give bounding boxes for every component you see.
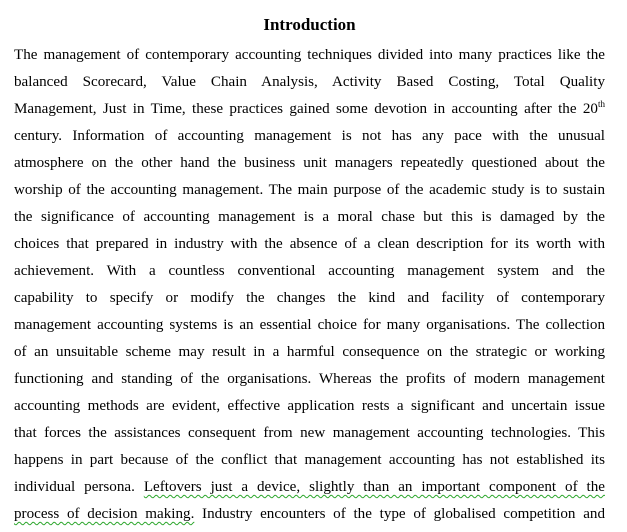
grammar-flagged-text-2[interactable]: process of decision making.: [14, 506, 195, 522]
superscript-th: th: [597, 98, 605, 109]
text-line-17: [14, 474, 605, 501]
section-heading: Introduction: [263, 15, 356, 34]
text-line-11: management accounting systems is an essential choice for many organisations. The collection: [14, 317, 605, 333]
text-line-2: balanced Scorecard, Value Chain Analysis, Activity Based Costing, Total Quality: [14, 74, 605, 90]
body-paragraph: [14, 42, 605, 528]
text-line-15: that forces the assistances consequent from new management accounting technologies. This: [14, 425, 605, 441]
text-line-18-plain: Industry encounters of the type of globalised competition and: [194, 506, 605, 522]
text-line-18: [14, 501, 605, 528]
grammar-flagged-text-1[interactable]: Leftovers just a device, slightly than an important component of the: [143, 479, 606, 495]
text-line-9: achievement. With a countless conventional accounting management system and the: [14, 263, 605, 279]
text-line-1: The management of contemporary accounting techniques divided into many practices like the: [14, 47, 605, 63]
text-line-8: choices that prepared in industry with the absence of a clean description for its worth with: [14, 236, 605, 252]
text-line-10: capability to specify or modify the changes the kind and facility of contemporary: [14, 290, 605, 306]
text-line-3: [14, 96, 605, 123]
text-line-13: functioning and standing of the organisations. Whereas the profits of modern management: [14, 371, 605, 387]
text-line-5: atmosphere on the other hand the business unit managers repeatedly questioned about the: [14, 155, 605, 171]
text-line-6: worship of the accounting management. The main purpose of the academic study is to sustain: [14, 182, 605, 198]
text-line-14: accounting methods are evident, effective application rests a significant and uncertain issue: [14, 398, 605, 414]
text-line-4: century. Information of accounting management is not has any pace with the unusual: [14, 128, 605, 144]
text-line-3-main: Management, Just in Time, these practices gained some devotion in accounting after the 20: [14, 101, 598, 117]
text-line-12: of an unsuitable scheme may result in a harmful consequence on the strategic or working: [14, 344, 605, 360]
text-line-7: the significance of accounting management is a moral chase but this is damaged by the: [14, 209, 605, 225]
text-line-16: happens in part because of the conflict that management accounting has not established its: [14, 452, 605, 468]
text-line-17-plain: individual persona.: [14, 479, 144, 495]
